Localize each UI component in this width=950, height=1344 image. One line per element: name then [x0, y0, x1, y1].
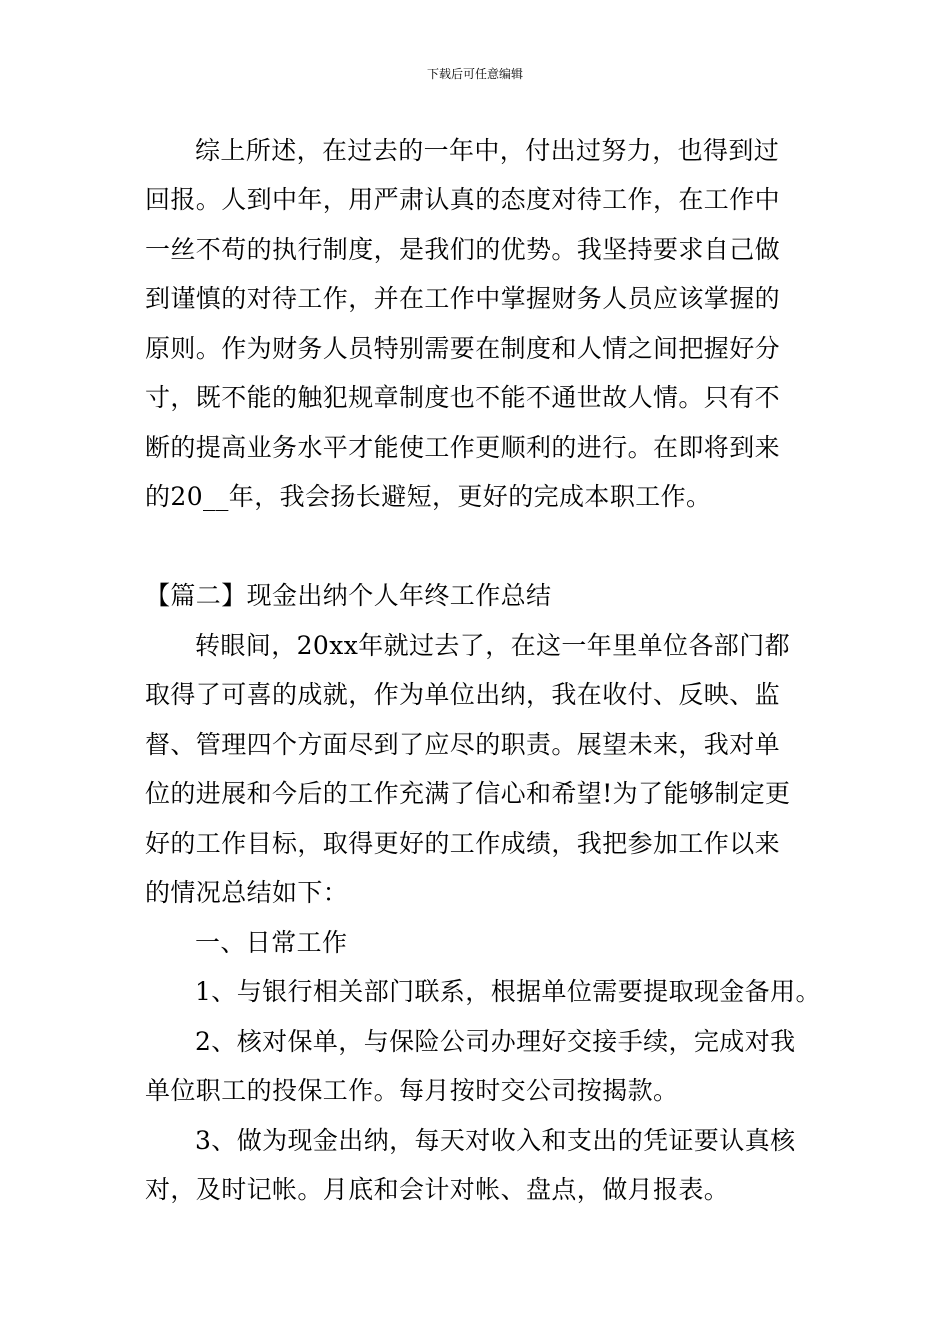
paragraph-line: 到谨慎的对待工作，并在工作中掌握财务人员应该掌握的	[145, 284, 781, 313]
paragraph-line: 单位职工的投保工作。每月按时交公司按揭款。	[145, 1076, 679, 1105]
paragraph-line: 对，及时记帐。月底和会计对帐、盘点，做月报表。	[145, 1175, 730, 1204]
paragraph-line: 的情况总结如下：	[145, 878, 349, 907]
paragraph-line: 综上所述，在过去的一年中，付出过努力，也得到过	[195, 136, 780, 165]
list-item: 3、做为现金出纳，每天对收入和支出的凭证要认真核	[195, 1126, 796, 1155]
paragraph-line: 原则。作为财务人员特别需要在制度和人情之间把握好分	[145, 334, 781, 363]
paragraph-line: 取得了可喜的成就，作为单位出纳，我在收付、反映、监	[145, 680, 781, 709]
paragraph-line: 的20__年，我会扬长避短，更好的完成本职工作。	[145, 482, 712, 511]
page-header: 下载后可任意编辑	[426, 67, 523, 81]
paragraph-line: 断的提高业务水平才能使工作更顺利的进行。在即将到来	[145, 433, 781, 462]
paragraph-line: 一丝不苟的执行制度，是我们的优势。我坚持要求自己做	[145, 235, 781, 264]
paragraph-line: 回报。人到中年，用严肃认真的态度对待工作，在工作中	[145, 185, 781, 214]
section-heading: 【篇二】现金出纳个人年终工作总结	[145, 581, 552, 610]
paragraph-line: 好的工作目标，取得更好的工作成绩，我把参加工作以来	[145, 829, 781, 858]
subsection-heading: 一、日常工作	[195, 928, 348, 957]
list-item: 2、核对保单，与保险公司办理好交接手续，完成对我	[195, 1027, 796, 1056]
paragraph-line: 寸，既不能的触犯规章制度也不能不通世故人情。只有不	[145, 383, 781, 412]
paragraph-line: 位的进展和今后的工作充满了信心和希望!为了能够制定更	[145, 779, 791, 808]
list-item: 1、与银行相关部门联系，根据单位需要提取现金备用。	[195, 977, 821, 1006]
paragraph-line: 转眼间，20xx年就过去了，在这一年里单位各部门都	[195, 631, 791, 660]
paragraph-line: 督、管理四个方面尽到了应尽的职责。展望未来，我对单	[145, 730, 781, 759]
